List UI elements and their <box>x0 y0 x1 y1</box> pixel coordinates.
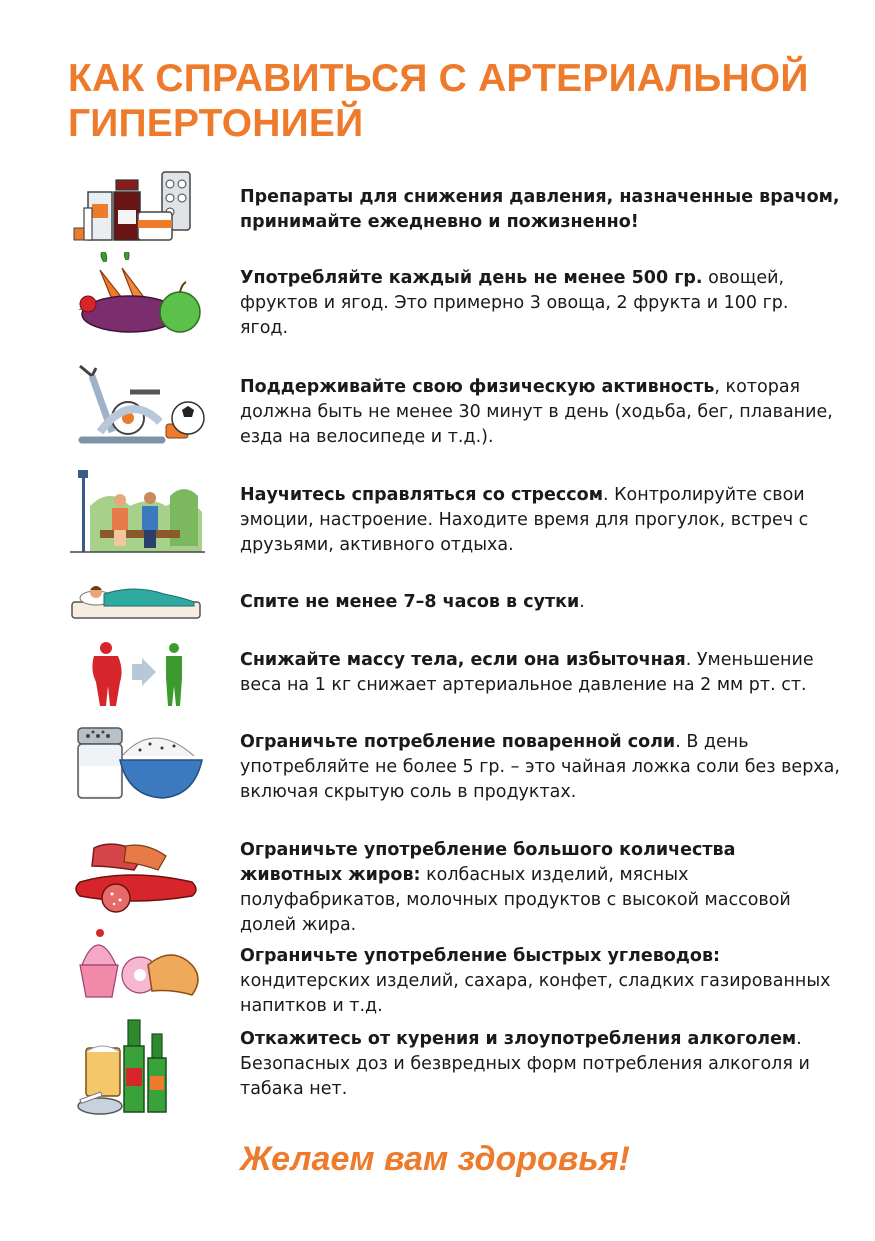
tip-activity: Поддерживайте свою физическую активность, которая должна быть не менее 30 минут в день (ходьба, бег, плавание, езда на велосипеде и т.д.). <box>240 377 833 447</box>
closing-wish: Желаем вам здоровья! <box>240 1140 630 1178</box>
tip-sleep: Спите не менее 7–8 часов в сутки. <box>240 592 585 612</box>
page-title: КАК СПРАВИТЬСЯ С АРТЕРИАЛЬНОЙ ГИПЕРТОНИЕЙ <box>68 57 809 145</box>
sleeping-person-icon <box>70 580 205 622</box>
meat-sausage-icon <box>70 838 205 916</box>
exercise-bike-icon <box>70 362 205 450</box>
tip-salt: Ограничьте потребление поваренной соли. В день употребляйте не более 5 гр. – это чайная ложка соли без верха, включая скрытую соль в продуктах. <box>240 732 840 802</box>
tip-stress: Научитесь справляться со стрессом. Контролируйте свои эмоции, настроение. Находите время для прогулок, встреч с друзьями, активного отдыха. <box>240 485 809 555</box>
vegetables-fruits-icon <box>70 252 205 340</box>
sweets-icon <box>70 925 205 1001</box>
tip-vegetables: Употребляйте каждый день не менее 500 гр. овощей, фруктов и ягод. Это примерно 3 овоща, 2 фрукта и 100 гр. ягод. <box>240 268 789 338</box>
tip-carbs: Ограничьте употребление быстрых углеводов: кондитерских изделий, сахара, конфет, сладких газированных напитков и т.д. <box>240 946 831 1016</box>
salt-icon <box>70 726 205 802</box>
medicine-icon <box>70 170 205 245</box>
alcohol-tobacco-icon <box>70 1018 205 1118</box>
tip-weight: Снижайте массу тела, если она избыточная. Уменьшение веса на 1 кг снижает артериальное давление на 2 мм рт. ст. <box>240 650 814 695</box>
tip-smoking-alcohol: Откажитесь от курения и злоупотребления алкоголем. Безопасных доз и безвредных форм потребления алкоголя и табака нет. <box>240 1029 810 1099</box>
tip-fats: Ограничьте употребление большого количества животных жиров: колбасных изделий, мясных полуфабрикатов, молочных продуктов с высокой массовой долей жира. <box>240 840 791 935</box>
couple-park-icon <box>70 466 205 556</box>
weight-loss-icon <box>70 640 205 710</box>
tip-medicine: Препараты для снижения давления, назначенные врачом, принимайте ежедневно и пожизненно! <box>240 187 840 232</box>
